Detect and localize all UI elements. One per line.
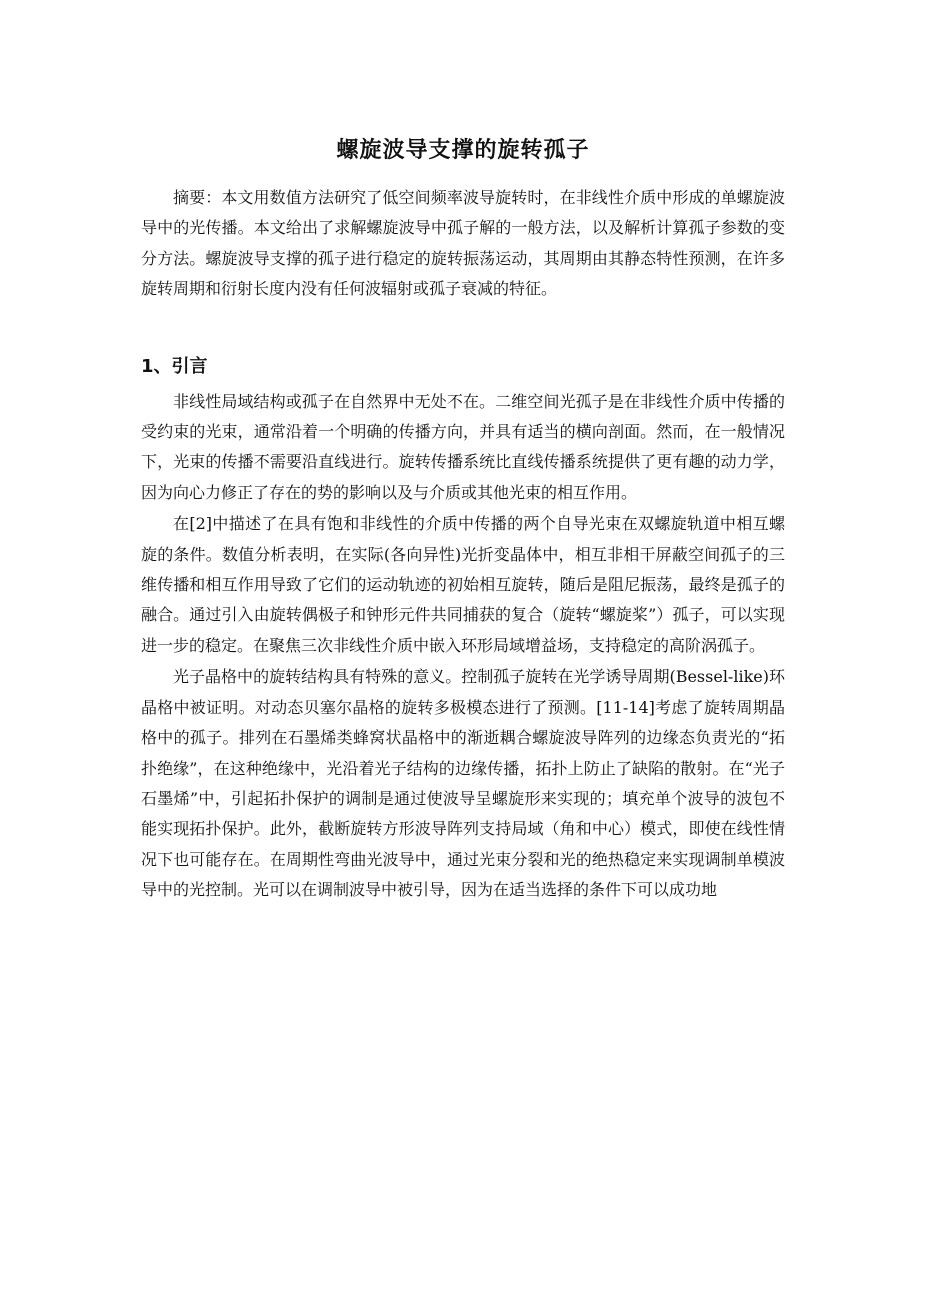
body-paragraph: 非线性局域结构或孤子在自然界中无处不在。二维空间光孤子是在非线性介质中传播的受约束的光束，通常沿着一个明确的传播方向，并具有适当的横向剖面。然而，在一般情况下，光束的传播不需要沿直线进行。旋转传播系统比直线传播系统提供了更有趣的动力学，因为向心力修正了存在的势的影响以及与介质或其他光束的相互作用。 [141, 391, 785, 502]
abstract-paragraph: 摘要：本文用数值方法研究了低空间频率波导旋转时，在非线性介质中形成的单螺旋波导中的光传播。本文给出了求解螺旋波导中孤子解的一般方法，以及解析计算孤子参数的变分方法。螺旋波导支撑的孤子进行稳定的旋转振荡运动，其周期由其静态特性预测，在许多旋转周期和衍射长度内没有任何波辐射或孤子衰减的特征。 [141, 188, 785, 299]
page-title: 螺旋波导支撑的旋转孤子 [336, 138, 590, 163]
body-paragraph: 在[2]中描述了在具有饱和非线性的介质中传播的两个自导光束在双螺旋轨道中相互螺旋的条件。数值分析表明，在实际(各向异性)光折变晶体中，相互非相干屏蔽空间孤子的三维传播和相互作用导致了它们的运动轨迹的初始相互旋转，随后是阻尼振荡，最终是孤子的融合。通过引入由旋转偶极子和钟形元件共同捕获的复合（旋转“螺旋桨”）孤子，可以实现进一步的稳定。在聚焦三次非线性介质中嵌入环形局域增益场，支持稳定的高阶涡孤子。 [141, 514, 785, 655]
section-heading-introduction: 1、引言 [141, 355, 208, 377]
body-paragraph: 光子晶格中的旋转结构具有特殊的意义。控制孤子旋转在光学诱导周期(Bessel-like)环晶格中被证明。对动态贝塞尔晶格的旋转多极模态进行了预测。[11-14]考虑了旋转周期晶格中的孤子。排列在石墨烯类蜂窝状晶格中的渐逝耦合螺旋波导阵列的边缘态负责光的“拓扑绝缘”，在这种绝缘中，光沿着光子结构的边缘传播，拓扑上防止了缺陷的散射。在“光子石墨烯”中，引起拓扑保护的调制是通过使波导呈螺旋形来实现的；填充单个波导的波包不能实现拓扑保护。此外，截断旋转方形波导阵列支持局域（角和中心）模式，即使在线性情况下也可能存在。在周期性弯曲光波导中，通过光束分裂和光的绝热稳定来实现调制单模波导中的光控制。光可以在调制波导中被引导，因为在适当选择的条件下可以成功地 [141, 667, 785, 900]
